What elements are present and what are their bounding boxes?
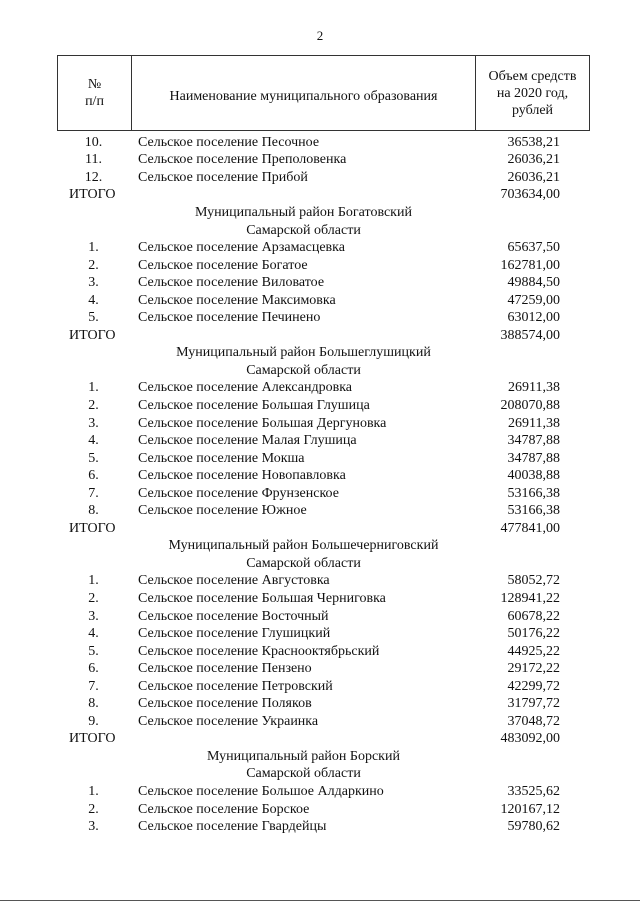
row-number: 1. [88, 240, 99, 256]
amount-value: 388574,00 [500, 327, 560, 343]
row-number: 5. [88, 643, 99, 659]
amount-value: 49884,50 [507, 275, 560, 291]
table-row [57, 450, 590, 468]
amount-value: 26911,38 [508, 415, 560, 431]
table-row [57, 625, 590, 643]
amount-value: 63012,00 [507, 310, 560, 326]
amount-value: 53166,38 [507, 503, 560, 519]
amount-value: 703634,00 [500, 187, 560, 203]
row-number: 6. [88, 468, 99, 484]
row-number: 1. [88, 573, 99, 589]
table-row [57, 274, 590, 292]
row-number: ИТОГО [69, 731, 116, 747]
amount-value: 47259,00 [507, 292, 560, 308]
row-number: 7. [88, 485, 99, 501]
district-heading [57, 538, 590, 556]
row-number: 5. [88, 450, 99, 466]
table-row [57, 415, 590, 433]
settlement-name: Сельское поселение Августовка [138, 573, 330, 589]
table-row [57, 696, 590, 714]
amount-value: 162781,00 [500, 257, 560, 273]
settlement-name: Сельское поселение Арзамасцевка [138, 240, 345, 256]
row-number: 4. [88, 292, 99, 308]
row-number: 6. [88, 661, 99, 677]
amount-value: 26036,21 [507, 169, 560, 185]
table-row [57, 485, 590, 503]
row-number: 8. [88, 503, 99, 519]
table-row [57, 432, 590, 450]
row-number: 9. [88, 713, 99, 729]
row-number: 1. [88, 784, 99, 799]
table-row [57, 818, 590, 836]
row-number: ИТОГО [69, 327, 116, 343]
settlement-name: Сельское поселение Поляков [138, 696, 312, 712]
table-row [57, 152, 590, 170]
row-number: 11. [85, 152, 102, 168]
table-row [57, 783, 590, 801]
amount-value: 50176,22 [507, 626, 560, 642]
table-header [57, 55, 590, 131]
district-heading [57, 345, 590, 363]
table-row [57, 678, 590, 696]
amount-value: 31797,72 [507, 696, 560, 712]
settlement-name: Сельское поселение Борское [138, 801, 310, 817]
row-number: 2. [88, 801, 99, 817]
settlement-name: Сельское поселение Максимовка [138, 292, 336, 308]
row-number: 2. [88, 257, 99, 273]
row-number: ИТОГО [69, 187, 116, 203]
settlement-name: Сельское поселение Южное [138, 503, 307, 519]
settlement-name: Сельское поселение Печинено [138, 310, 321, 326]
settlement-name: Сельское поселение Восточный [138, 608, 329, 624]
settlement-name: Сельское поселение Виловатое [138, 275, 325, 291]
row-number: 12. [84, 169, 103, 185]
district-title: Самарской области [246, 362, 361, 378]
amount-value: 36538,21 [507, 134, 560, 150]
total-row [57, 731, 590, 749]
amount-value: 33525,62 [507, 784, 560, 799]
settlement-name: Сельское поселение Богатое [138, 257, 308, 273]
settlement-name: Сельское поселение Большая Глушица [138, 397, 370, 413]
table-row [57, 239, 590, 257]
amount-value: 59780,62 [507, 819, 560, 835]
amount-value: 29172,22 [507, 661, 560, 677]
settlement-name: Сельское поселение Большая Черниговка [138, 590, 386, 606]
amount-value: 60678,22 [507, 608, 560, 624]
amount-value: 34787,88 [507, 433, 560, 449]
settlement-name: Сельское поселение Мокша [138, 450, 305, 466]
table-row [57, 134, 590, 152]
amount-value: 40038,88 [507, 468, 560, 484]
settlement-name: Сельское поселение Глушицкий [138, 626, 331, 642]
page-bottom-edge [0, 900, 640, 901]
district-heading [57, 555, 590, 573]
amount-value: 26911,38 [508, 380, 560, 396]
district-title: Самарской области [246, 222, 361, 238]
settlement-name: Сельское поселение Большое Алдаркино [138, 784, 384, 799]
district-title: Самарской области [246, 555, 361, 571]
district-heading [57, 766, 590, 784]
settlement-name: Сельское поселение Петровский [138, 678, 333, 694]
district-heading [57, 362, 590, 380]
row-number: 5. [88, 310, 99, 326]
district-title: Муниципальный район Богатовский [195, 204, 412, 220]
row-number: 3. [88, 608, 99, 624]
row-number: 10. [84, 134, 103, 150]
amount-value: 58052,72 [507, 573, 560, 589]
page-number: 2 [316, 28, 324, 43]
table-row [57, 713, 590, 731]
row-number: 2. [88, 397, 99, 413]
table-row [57, 590, 590, 608]
row-number: 7. [88, 678, 99, 694]
district-title: Самарской области [246, 766, 361, 782]
row-number: 3. [88, 275, 99, 291]
table-row [57, 292, 590, 310]
total-row [57, 520, 590, 538]
table-body [57, 131, 590, 836]
row-number: 8. [88, 696, 99, 712]
settlement-name: Сельское поселение Песочное [138, 134, 320, 150]
amount-value: 44925,22 [507, 643, 560, 659]
row-number: 2. [88, 590, 99, 606]
settlement-name: Сельское поселение Гвардейцы [138, 819, 327, 835]
district-heading [57, 748, 590, 766]
settlement-name: Сельское поселение Большая Дергуновка [138, 415, 387, 431]
header-amount-column: Объем средств на 2020 год, рублей [476, 56, 590, 130]
settlement-name: Сельское поселение Краснооктябрьский [138, 643, 380, 659]
table-row [57, 660, 590, 678]
amount-value: 483092,00 [500, 731, 560, 747]
row-number: 1. [88, 380, 99, 396]
amount-value: 208070,88 [500, 397, 560, 413]
header-number-column: № п/п [57, 56, 132, 130]
row-number: 4. [88, 433, 99, 449]
amount-value: 53166,38 [507, 485, 560, 501]
settlement-name: Сельское поселение Фрунзенское [138, 485, 339, 501]
amount-value: 34787,88 [507, 450, 560, 466]
table-row [57, 801, 590, 819]
table-row [57, 643, 590, 661]
amount-value: 42299,72 [507, 678, 560, 694]
row-number: 4. [88, 626, 99, 642]
settlement-name: Сельское поселение Преполовенка [138, 152, 347, 168]
settlement-name: Сельское поселение Малая Глушица [138, 433, 357, 449]
table-row [57, 380, 590, 398]
amount-value: 65637,50 [507, 240, 560, 256]
district-heading [57, 204, 590, 222]
amount-value: 120167,12 [500, 801, 560, 817]
table-row [57, 573, 590, 591]
row-number: 3. [88, 415, 99, 431]
district-title: Муниципальный район Большечерниговский [168, 538, 439, 554]
table-row [57, 169, 590, 187]
amount-value: 26036,21 [507, 152, 560, 168]
amount-value: 477841,00 [500, 520, 560, 536]
total-row [57, 187, 590, 205]
district-heading [57, 222, 590, 240]
table-row [57, 309, 590, 327]
settlement-name: Сельское поселение Украинка [138, 713, 319, 729]
row-number: ИТОГО [69, 520, 116, 536]
table-row [57, 257, 590, 275]
settlement-name: Сельское поселение Прибой [138, 169, 308, 185]
table-row [57, 502, 590, 520]
row-number: 3. [88, 819, 99, 835]
total-row [57, 327, 590, 345]
settlement-name: Сельское поселение Новопавловка [138, 468, 346, 484]
table-row [57, 397, 590, 415]
header-name-column: Наименование муниципального образования [132, 56, 476, 130]
amount-value: 128941,22 [500, 590, 560, 606]
table-row [57, 608, 590, 626]
district-title: Муниципальный район Борский [207, 748, 400, 764]
amount-value: 37048,72 [507, 713, 560, 729]
settlement-name: Сельское поселение Пензено [138, 661, 312, 677]
table-row [57, 467, 590, 485]
district-title: Муниципальный район Большеглушицкий [176, 345, 431, 361]
settlement-name: Сельское поселение Александровка [138, 380, 353, 396]
allocation-table [57, 55, 590, 836]
